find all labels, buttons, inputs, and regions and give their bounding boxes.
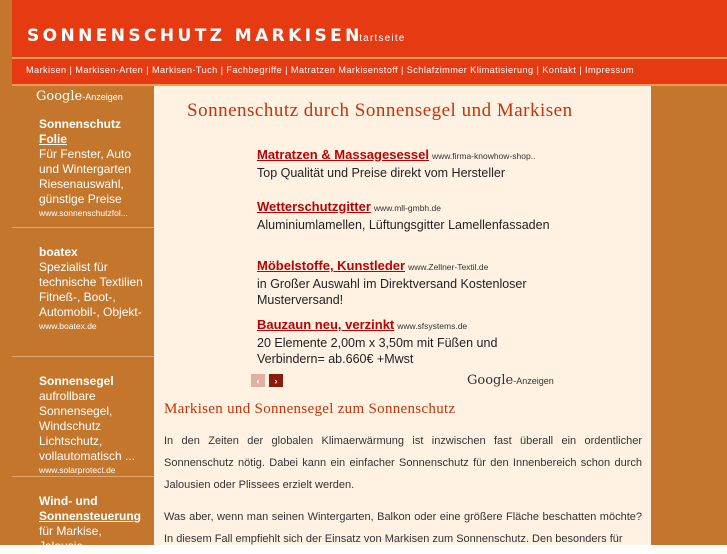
google-logo: Google — [467, 373, 514, 388]
content-ad-title[interactable]: Wetterschutzgitter — [257, 199, 371, 214]
nav-item-markisen[interactable]: Markisen — [26, 65, 67, 75]
main-content — [154, 86, 651, 545]
google-ads-label[interactable] — [36, 89, 123, 104]
content-ad-text: Top Qualität und Preise direkt vom Hersteller — [257, 166, 506, 180]
sidebar-ad-url[interactable]: www.solarprotect.de — [39, 465, 116, 475]
content-ad-text: in Großer Auswahl im Direktversand Kostenloser Musterversand! — [257, 277, 527, 307]
content-ad-url[interactable]: www.mll-gmbh.de — [373, 203, 441, 213]
sidebar-ad-text: Spezialist für technische Textilien Fitneß-, Boot-, Automobil-, Objekt- — [39, 260, 143, 319]
site-title[interactable]: SONNENSCHUTZ MARKISEN — [27, 26, 363, 46]
nav-item-markisen-arten[interactable]: Markisen-Arten — [75, 65, 144, 75]
sidebar-ad-url[interactable]: www.sonnenschutzfol... — [39, 208, 128, 218]
content-ad-url[interactable]: www.sfsystems.de — [397, 321, 468, 331]
sidebar-ad[interactable] — [39, 374, 149, 476]
google-ads-label[interactable] — [467, 373, 554, 388]
sidebar-ad-title[interactable]: Sonnenschutz Folie — [39, 117, 122, 146]
nav-item-schlafzimmer-klimatisierung[interactable]: Schlafzimmer Klimatisierung — [406, 65, 534, 75]
main-navigation: Markisen | Markisen-Arten | Markisen-Tuch | Fachbegriffe | Matratzen Markisenstoff | Schlafzimmer Klimatisierung | Kontakt | Impressum — [12, 57, 727, 86]
sidebar-divider — [12, 356, 154, 357]
content-ad[interactable] — [257, 146, 557, 181]
sidebar-ad[interactable] — [39, 494, 149, 554]
section-title: Markisen und Sonnensegel zum Sonnenschutz — [164, 401, 456, 417]
content-ad-text: Aluminiumlamellen, Lüftungsgitter Lamellenfassaden — [257, 218, 550, 232]
sidebar-divider — [12, 227, 154, 228]
sidebar-ad-text: Für Fenster, Auto und Wintergarten Riesenauswahl, günstige Preise — [39, 147, 132, 206]
sidebar-ads — [12, 86, 154, 553]
sidebar-divider — [12, 476, 154, 477]
google-ads-text: -Anzeigen — [82, 92, 123, 102]
sidebar-ad-title[interactable]: Sonnensegel — [39, 374, 114, 388]
sidebar-ad-title[interactable]: Wind- und Sonnensteuerung — [39, 494, 142, 523]
body-paragraph: Was aber, wenn man seinen Wintergarten, Balkon oder eine größere Fläche beschatten möchte? In diesem Fall empfiehlt sich der Einsatz von Markisen zum Sonnenschutz. Den besonders für — [164, 511, 642, 545]
next-arrow-icon[interactable]: › — [269, 374, 283, 387]
right-margin — [651, 86, 727, 545]
content-ad-url[interactable]: www.Zellner-Textil.de — [408, 262, 489, 272]
nav-item-impressum[interactable]: Impressum — [585, 65, 635, 75]
nav-item-markisen-tuch[interactable]: Markisen-Tuch — [151, 65, 218, 75]
body-paragraph: In den Zeiten der globalen Klimaerwärmung ist inzwischen fast überall ein ordentlicher Sonnenschutz nötig. Dabei kann ein einfacher Sonnenschutz für den Innenbereich schon durch Jalousien oder Plissees erzielt werden. — [164, 435, 642, 491]
sidebar-ad-text: für Markise, Jalousie — [39, 524, 102, 553]
ad-pager — [251, 374, 283, 387]
previous-arrow-icon[interactable]: ‹ — [251, 374, 265, 387]
content-ad-title[interactable]: Matratzen & Massagesessel — [257, 147, 429, 162]
google-logo: Google — [36, 89, 83, 104]
site-header — [12, 0, 727, 57]
content-ad[interactable] — [257, 257, 557, 308]
content-ad-title[interactable]: Bauzaun neu, verzinkt — [257, 317, 395, 332]
content-ad-title[interactable]: Möbelstoffe, Kunstleder — [257, 258, 406, 273]
sidebar-ad-url[interactable]: www.boatex.de — [39, 321, 97, 331]
nav-item-matratzen-markisenstoff[interactable]: Matratzen Markisenstoff — [290, 65, 398, 75]
sidebar-ad-text: aufrollbare Sonnensegel, Windschutz Lichtschutz, vollautomatisch ... — [39, 389, 136, 463]
sidebar-ad[interactable] — [39, 117, 149, 219]
nav-item-fachbegriffe[interactable]: Fachbegriffe — [226, 65, 283, 75]
content-ad-url[interactable]: www.firma-knowhow-shop.. — [431, 151, 536, 161]
site-subtitle[interactable]: startseite — [353, 33, 406, 44]
sidebar-ad[interactable] — [39, 245, 149, 332]
content-ad[interactable] — [257, 198, 557, 233]
content-ad-text: 20 Elemente 2,00m x 3,50m mit Füßen und Verbindern= ab.660€ +Mwst — [257, 336, 498, 366]
sidebar-ad-title[interactable]: boatex — [39, 245, 78, 259]
nav-item-kontakt[interactable]: Kontakt — [542, 65, 577, 75]
google-ads-text: -Anzeigen — [513, 376, 554, 386]
page-title: Sonnenschutz durch Sonnensegel und Markisen — [187, 100, 573, 121]
content-ad[interactable] — [257, 316, 557, 367]
